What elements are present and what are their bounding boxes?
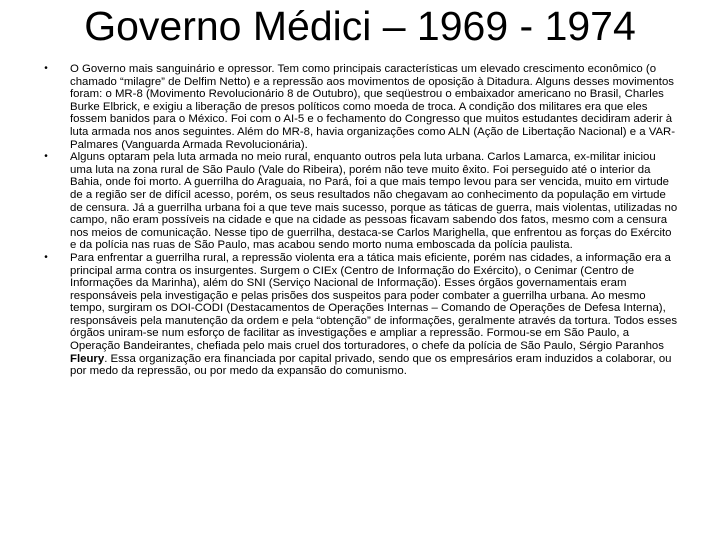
bullet-text-3 — [70, 252, 677, 377]
bullet-point-icon: • — [44, 251, 48, 263]
bullet-item-1 — [40, 63, 680, 151]
bullet-text-3-part-2: . Essa organização era financiada por capital privado, sendo que os empresários eram induzidos a colaborar, ou por medo da repressão, ou por medo da expansão do comunismo. — [70, 352, 672, 378]
fleury-bold-text: Fleury — [70, 352, 105, 365]
bullet-point-icon: • — [44, 151, 48, 163]
bullet-point-icon: • — [44, 63, 48, 74]
bullet-text-3-part-1: Para enfrentar a guerrilha rural, a repressão violenta era a tática mais eficiente, porém nas cidades, a informação era a principal arma contra os insurgentes. Surgem o CIEx (Centro de Informação do Exército), o Cenimar (Centro de Informações da Marinha), além do SNI (Serviço Nacional de Informação). Esses órgãos governamentais eram responsáveis pela investigação e pelas prisões dos suspeitos para poder combater a guerrilha urbana. Ao mesmo tempo, surgiram os DOI-CODI (Destacamentos de Operações Internas – Comando de Operações de Defesa Interna), responsáveis pela manutenção da ordem e pela “obtenção” de informações, geralmente através da tortura. Todos esses órgãos uniram-se num esforço de facilitar as investigações e ampliar a repressão. Formou-se em São Paulo, a Operação Bandeirantes, chefiada pelo mais cruel dos torturadores, o chefe da polícia de São Paulo, Sérgio Paranhos — [70, 251, 678, 353]
bullet-text-1: O Governo mais sanguinário e opressor. Tem como principais características um elevado crescimento econômico (o chamado “milagre” de Delfim Netto) e a repressão aos movimentos de oposição à Ditadura. Alguns desses movimentos foram: o MR-8 (Movimento Revolucionário 8 de Outubro), que seqüestrou o embaixador americano no Brasil, Charles Burke Elbrick, e exigiu a liberação de presos políticos como moeda de troca. A condição dos militares era que eles fossem banidos para o México. Foi com o AI-5 e o fechamento do Congresso que muitos estudantes decidiram aderir à luta armada nos anos seguintes. Além do MR-8, havia organizações como ALN (Ação de Libertação Nacional) e a VAR-Palmares (Vanguarda Armada Revolucionária). — [70, 63, 676, 151]
bullet-item-3 — [40, 252, 680, 378]
bullet-list — [40, 63, 680, 378]
bullet-item-2 — [40, 151, 680, 252]
slide-title: Governo Médici – 1969 - 1974 — [84, 3, 636, 49]
bullet-text-2: Alguns optaram pela luta armada no meio rural, enquanto outros pela luta urbana. Carlos Lamarca, ex-militar iniciou uma luta na zona rural de São Paulo (Vale do Ribeira), porém não teve muito êxito. Foi perseguido até o interior da Bahia, onde foi morto. A guerrilha do Araguaia, no Pará, foi a que mais tempo levou para ser vencida, muito em virtude de a região ser de difícil acesso, porém, os seus resultados não chegavam ao conhecimento da população em virtude de censura. Já a guerrilha urbana foi a que teve mais sucesso, porque as táticas de guerra, mais violentas, utilizadas no campo, não eram possíveis na cidade e que na cidade as pessoas ficavam sabendo dos fatos, mesmo com a censura nos meios de comunicação. Nesse tipo de guerrilha, destaca-se Carlos Marighella, que enfrentou as forças do Exército e da polícia nas ruas de São Paulo, mas acabou sendo morto numa emboscada da polícia paulista. — [70, 151, 678, 252]
